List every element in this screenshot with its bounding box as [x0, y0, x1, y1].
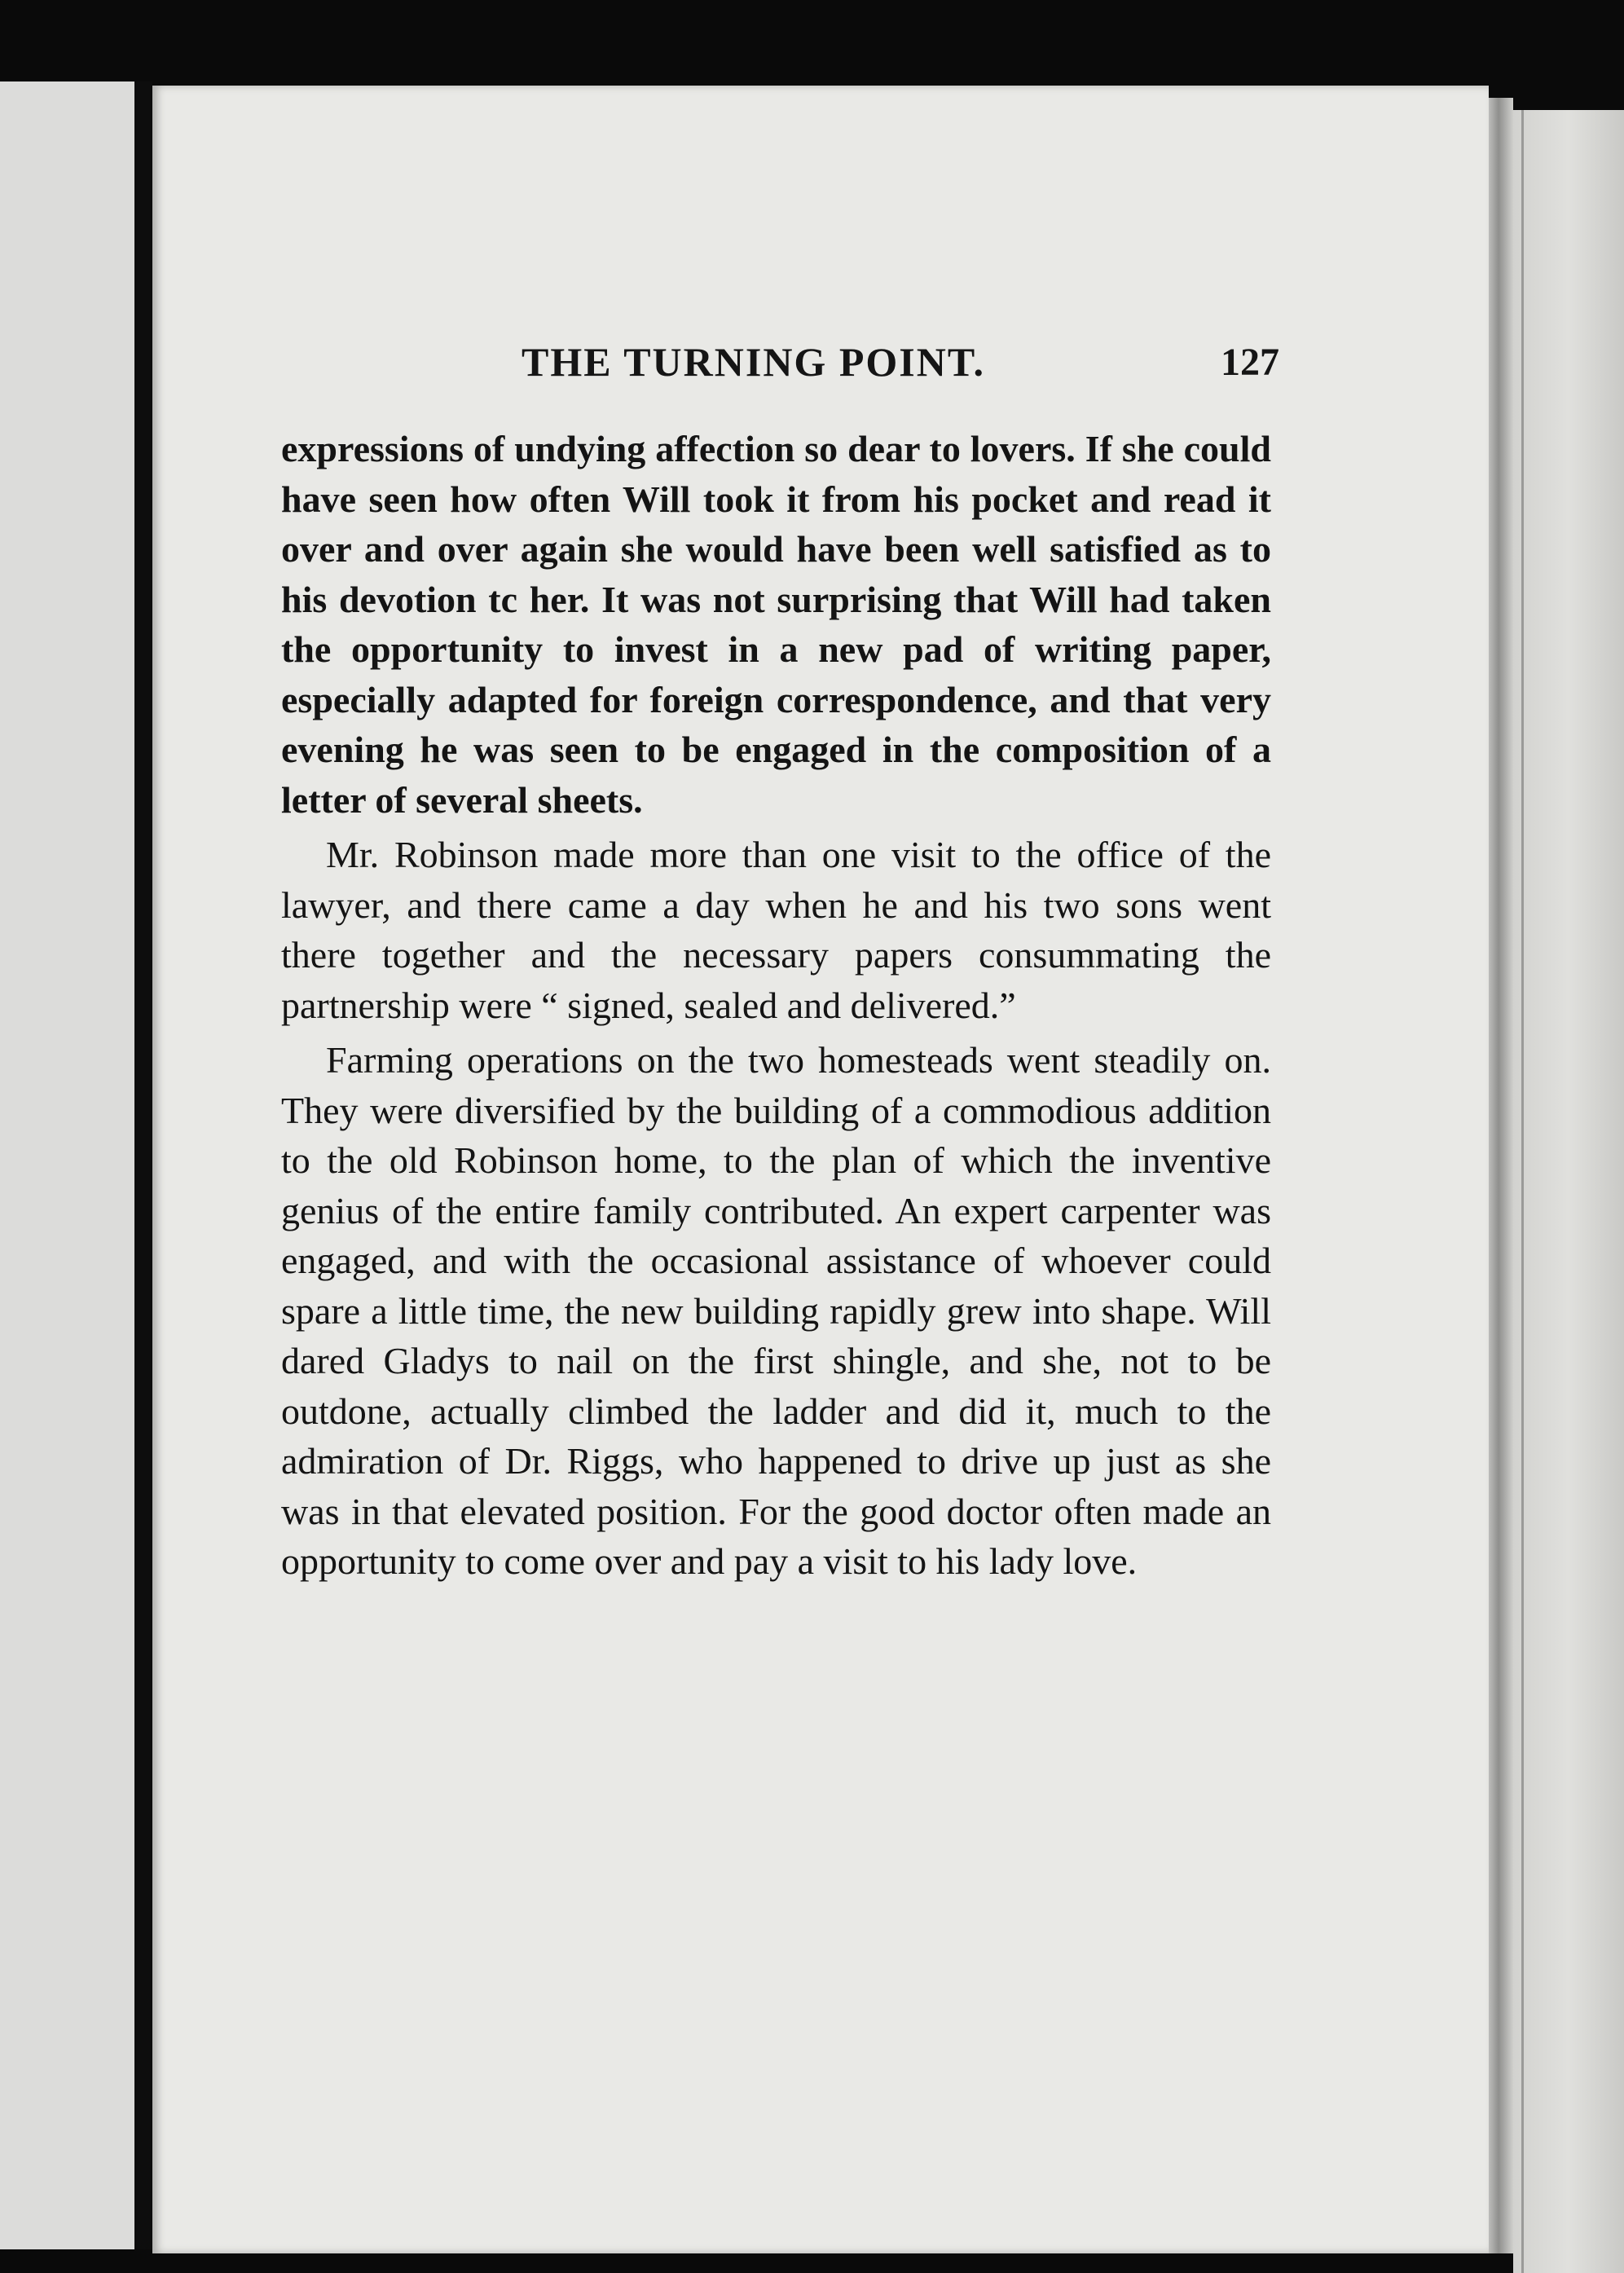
- page-number: 127: [1221, 341, 1279, 384]
- book-gutter: [134, 81, 152, 2249]
- page-header: [371, 338, 1279, 395]
- facing-page: [0, 81, 134, 2249]
- paragraph-2: Mr. Robinson made more than one visit to the office of the lawyer, and there came a day when he and his two sons went there together and the necessary papers consummating the partnership were “ signed, sealed and delivered.”: [281, 834, 1271, 1026]
- page-edge: [1489, 98, 1513, 2253]
- paragraph-3: Farming operations on the two homesteads went steadily on. They were diversified by the building of a commodious addition to the old Robinson home, to the plan of which the inventive genius of the entire family contributed. An expert carpenter was engaged, and with the occasional assistance of whoever could spare a little time, the new building rapidly grew into shape. Will dared Gladys to nail on the first shingle, and she, not to be outdone, actually climbed the ladder and did it, much to the admiration of Dr. Riggs, who happened to drive up just as she was in that elevated position. For the good doctor often made an opportunity to come over and pay a visit to his lady love.: [281, 1039, 1271, 1582]
- paragraph-1: expressions of undying affection so dear to lovers. If she could have seen how often Will took it from his pocket and read it over and over again she would have been well satisfied as to his devotion tc her. It was not surprising that Will had taken the opportunity to invest in a new pad of writing paper, especially adapted for foreign correspondence, and that very evening he was seen to be engaged in the composition of a letter of several sheets.: [281, 428, 1271, 821]
- page-stack: [1513, 110, 1624, 2273]
- running-head: THE TURNING POINT.: [522, 339, 985, 385]
- body-text: [281, 424, 1271, 1587]
